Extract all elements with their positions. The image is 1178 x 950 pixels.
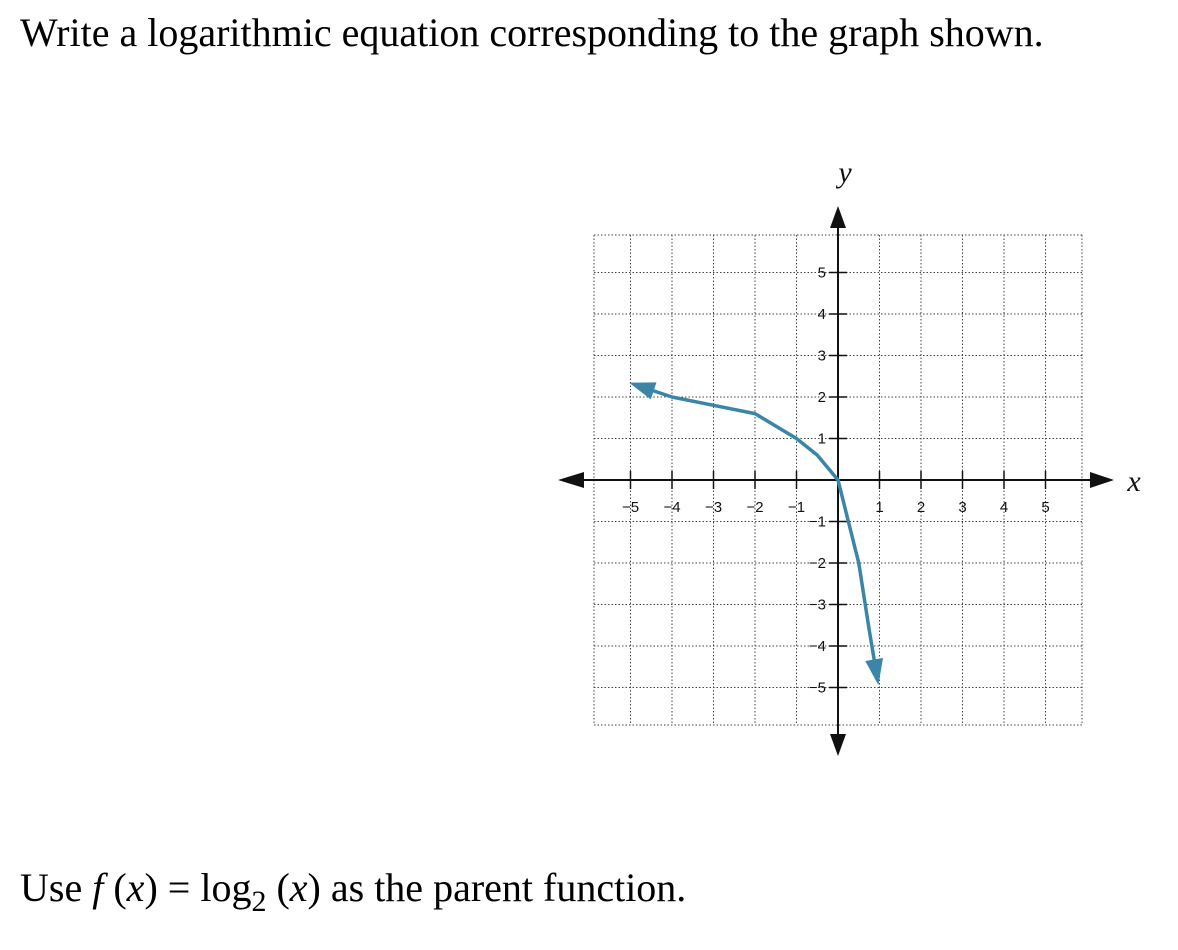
y-tick-label: 1 bbox=[817, 430, 826, 448]
y-tick-label: −4 bbox=[808, 638, 826, 655]
x-tick-label: −5 bbox=[621, 499, 640, 516]
math-function-name: f bbox=[92, 865, 104, 910]
y-tick-label: −5 bbox=[808, 679, 826, 697]
axes bbox=[558, 156, 1141, 756]
x-axis-arrow-left bbox=[558, 472, 584, 488]
x-tick-label: −4 bbox=[663, 499, 681, 516]
x-axis-label: x bbox=[1127, 465, 1141, 498]
x-tick-label: −1 bbox=[787, 499, 806, 516]
x-tick-label: 1 bbox=[875, 499, 884, 516]
y-tick-label: −1 bbox=[808, 513, 826, 531]
math-space bbox=[190, 865, 200, 910]
x-tick-label: 3 bbox=[958, 499, 967, 516]
math-close-paren-2: ) bbox=[307, 865, 321, 910]
y-axis-arrow-up bbox=[830, 206, 846, 228]
x-tick-label: 2 bbox=[916, 499, 926, 516]
y-tick-label: 5 bbox=[817, 264, 826, 282]
y-tick-label: −3 bbox=[808, 596, 826, 614]
hint-suffix: as the parent function. bbox=[320, 865, 687, 910]
x-tick-label: 4 bbox=[999, 499, 1009, 516]
curve-layer bbox=[629, 382, 883, 685]
y-axis-label: y bbox=[838, 156, 852, 189]
x-tick-label: −3 bbox=[704, 499, 723, 516]
y-axis-arrow-down bbox=[830, 734, 846, 756]
y-tick-label: −2 bbox=[808, 555, 826, 572]
question-text: Write a logarithmic equation corresponding to the graph shown. bbox=[20, 10, 1044, 55]
math-log: log bbox=[200, 865, 252, 910]
math-variable: x bbox=[126, 865, 145, 910]
math-log-base: 2 bbox=[251, 885, 267, 918]
log-curve bbox=[635, 385, 878, 680]
hint-text bbox=[20, 862, 686, 928]
y-tick-label: 2 bbox=[817, 389, 826, 406]
math-variable-2: x bbox=[289, 865, 308, 910]
y-tick-label: 3 bbox=[817, 347, 826, 365]
curve-arrow-end bbox=[865, 658, 883, 685]
math-open-paren: ( bbox=[103, 865, 127, 910]
math-equals: = bbox=[167, 865, 191, 910]
hint-prefix: Use bbox=[20, 865, 93, 910]
x-tick-label: 5 bbox=[1041, 499, 1050, 516]
x-axis-arrow-right bbox=[1090, 472, 1114, 488]
math-open-paren-2: ( bbox=[266, 865, 290, 910]
y-tick-label: 4 bbox=[817, 306, 826, 323]
x-tick-label: −2 bbox=[746, 499, 764, 516]
math-close-paren: ) bbox=[144, 865, 168, 910]
